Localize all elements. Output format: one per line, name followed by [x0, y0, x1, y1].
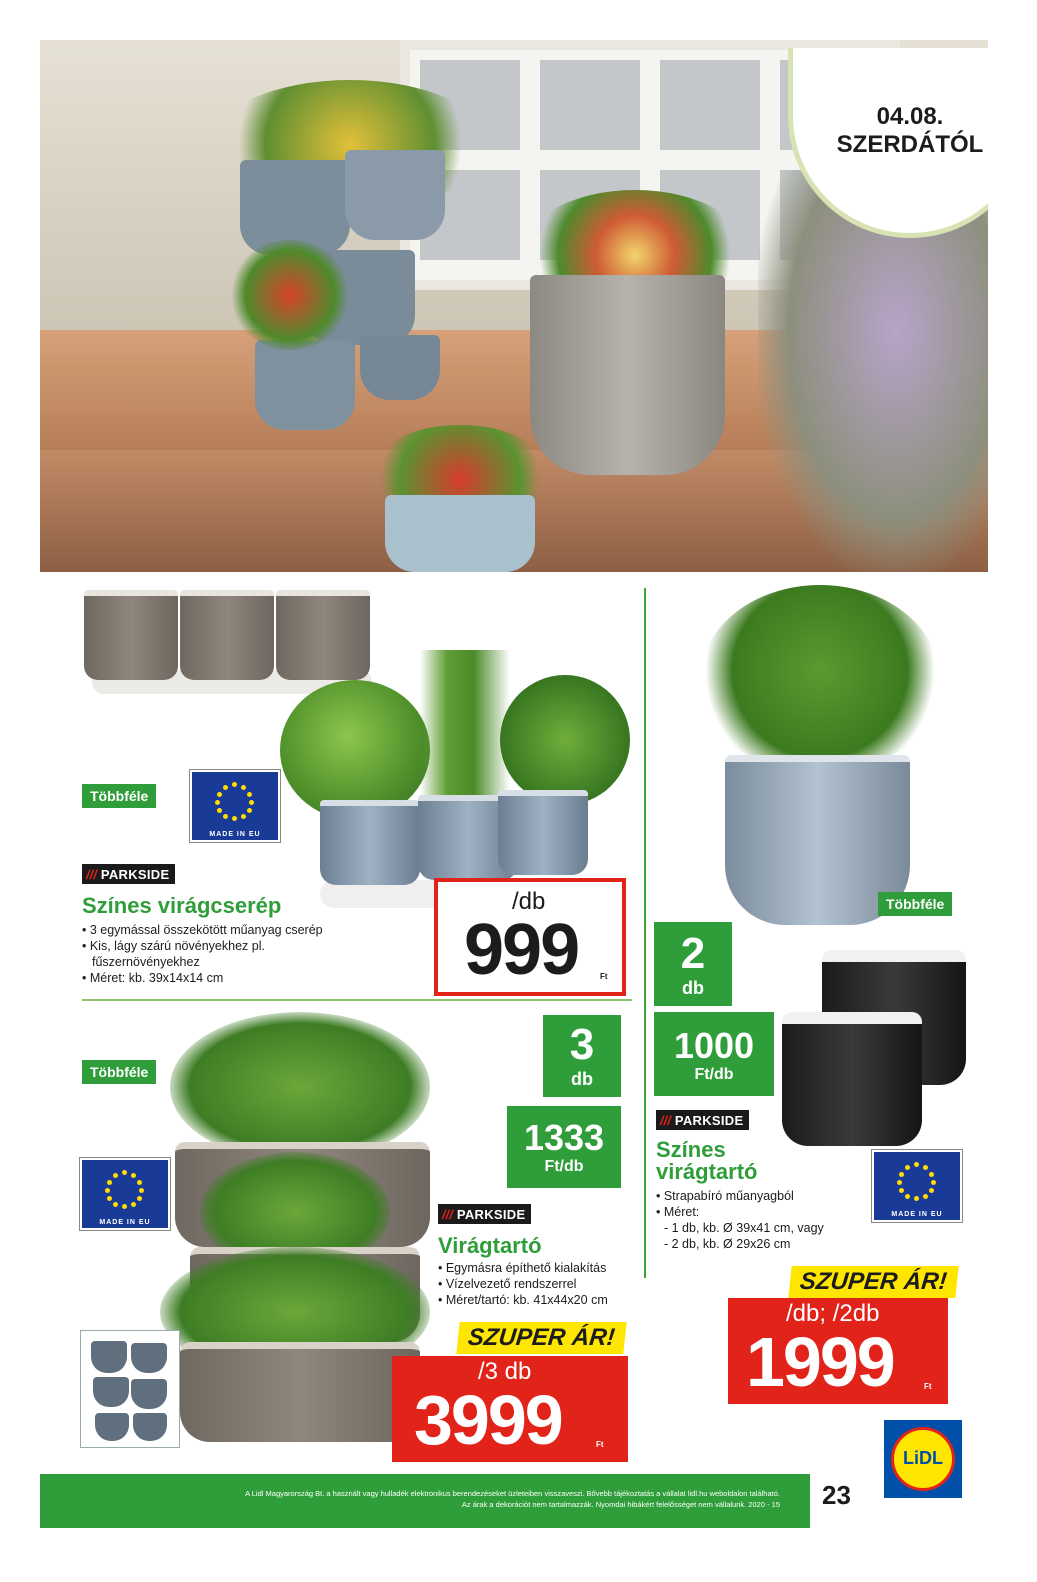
product2-price-box [392, 1356, 628, 1462]
product3-image-black-pots [780, 950, 970, 1150]
hero-stack-pot-2 [345, 150, 445, 240]
product1-eu-flag-icon [190, 770, 280, 842]
product3-bullet: • Strapabíró műanyagból [656, 1189, 794, 1203]
product2-unit-price-box [507, 1106, 621, 1188]
product2-price-unit: /3 db [478, 1358, 532, 1385]
product3-image-tall-pot [700, 585, 950, 935]
product1-bullet: • Kis, lágy szárú növényekhez pl. [82, 939, 265, 953]
footer-line-2: Az árak a dekorációt nem tartalmazzák. Nyomdai hibákért felelősséget nem vállalunk. 2020 - 15 [461, 1500, 780, 1509]
hero-red-flowers [230, 240, 350, 350]
product1-title: Színes virágcserép [82, 893, 282, 918]
product2-price: 3999 [414, 1381, 562, 1459]
product3-bullets [656, 1188, 824, 1252]
product1-eu-label: MADE IN EU [209, 831, 261, 838]
product2-title: Virágtartó [438, 1233, 542, 1258]
row-divider [82, 999, 632, 1001]
product3-promo-banner: SZUPER ÁR! [788, 1266, 958, 1298]
page-number: 23 [822, 1480, 851, 1510]
badge-date: 04.08. [876, 102, 944, 130]
product1-price: 999 [464, 910, 579, 990]
product2-unit-price: 1333 [523, 1117, 605, 1158]
product1-price-unit: /db [512, 888, 546, 915]
product3-bullet: • Méret: [656, 1205, 700, 1219]
footer-line-1: A Lidl Magyarország Bt. a használt vagy hulladék elektronikus berendezéseket üzleteiben visszaveszi. Bővebb tájékoztatás a vállalat lidl.hu weboldalon található. [245, 1489, 780, 1498]
product3-price: 1999 [746, 1323, 894, 1401]
lidl-logo-text: LiDL [903, 1448, 943, 1468]
badge-day: SZERDÁTÓL [836, 130, 984, 158]
product3-bullet: - 2 db, kb. Ø 29x26 cm [664, 1237, 791, 1251]
product1-currency: Ft [600, 972, 608, 981]
product1-bullets [82, 922, 323, 986]
product2-bullet: • Vízelvezető rendszerrel [438, 1277, 577, 1291]
product2-brand-logo: /// PARKSIDE [438, 1204, 531, 1224]
product1-bullet: • Méret: kb. 39x14x14 cm [82, 971, 224, 985]
product1-price-box [434, 878, 626, 996]
product3-qty-unit: db [682, 978, 704, 998]
product2-brand: PARKSIDE [456, 1206, 526, 1222]
product2-variant-tag: Többféle [82, 1060, 156, 1084]
product2-qty-number: 3 [569, 1020, 595, 1069]
product3-eu-flag-icon [872, 1150, 962, 1222]
product2-currency: Ft [596, 1440, 604, 1449]
product3-eu-label: MADE IN EU [891, 1211, 943, 1218]
hero-stack-pot-4 [255, 340, 355, 430]
hero-stack-pot-5 [360, 335, 440, 400]
product1-image-herbs [270, 650, 630, 910]
product1-brand: PARKSIDE [100, 866, 170, 882]
product3-price-unit: /db; /2db [786, 1300, 880, 1327]
product2-qty-box [543, 1015, 621, 1097]
footer-bar [40, 1474, 810, 1528]
footer-disclaimer [245, 1488, 780, 1510]
hero-photo [40, 40, 988, 572]
product3-currency: Ft [924, 1382, 932, 1391]
product2-eu-flag-icon [80, 1158, 170, 1230]
product1-brand-logo: /// PARKSIDE [82, 864, 175, 884]
product2-bullet: • Méret/tartó: kb. 41x44x20 cm [438, 1293, 608, 1307]
product2-bullet: • Egymásra építhető kialakítás [438, 1261, 607, 1275]
product3-variant-tag: Többféle [878, 892, 952, 916]
product1-variant-tag: Többféle [82, 784, 156, 808]
hero-large-pot [530, 275, 725, 475]
product3-unit-price: 1000 [673, 1025, 755, 1066]
product3-price-box [728, 1298, 948, 1404]
product3-bullet: - 1 db, kb. Ø 39x41 cm, vagy [664, 1221, 824, 1235]
product3-qty-box [654, 922, 732, 1006]
column-divider [644, 588, 646, 1278]
product3-brand: PARKSIDE [674, 1112, 744, 1128]
product1-bullet: • 3 egymással összekötött műanyag cserép [82, 923, 323, 937]
product2-image-inset [80, 1330, 180, 1448]
product2-eu-label: MADE IN EU [99, 1219, 151, 1226]
product2-unit-price-label: Ft/db [544, 1158, 584, 1175]
product3-unit-price-label: Ft/db [694, 1066, 734, 1083]
product3-unit-price-box [654, 1012, 774, 1096]
product3-brand-logo: /// PARKSIDE [656, 1110, 749, 1130]
hero-small-pot [385, 495, 535, 572]
product3-title-line2: virágtartó [656, 1159, 758, 1184]
product2-qty-unit: db [571, 1069, 593, 1089]
product3-qty-number: 2 [680, 929, 706, 978]
product2-promo-banner: SZUPER ÁR! [456, 1322, 626, 1354]
product3-title-line1: Színes [656, 1137, 726, 1162]
product2-bullets [438, 1260, 608, 1308]
product1-bullet: fűszernövényekhez [92, 955, 200, 969]
lidl-logo-icon [884, 1420, 962, 1498]
